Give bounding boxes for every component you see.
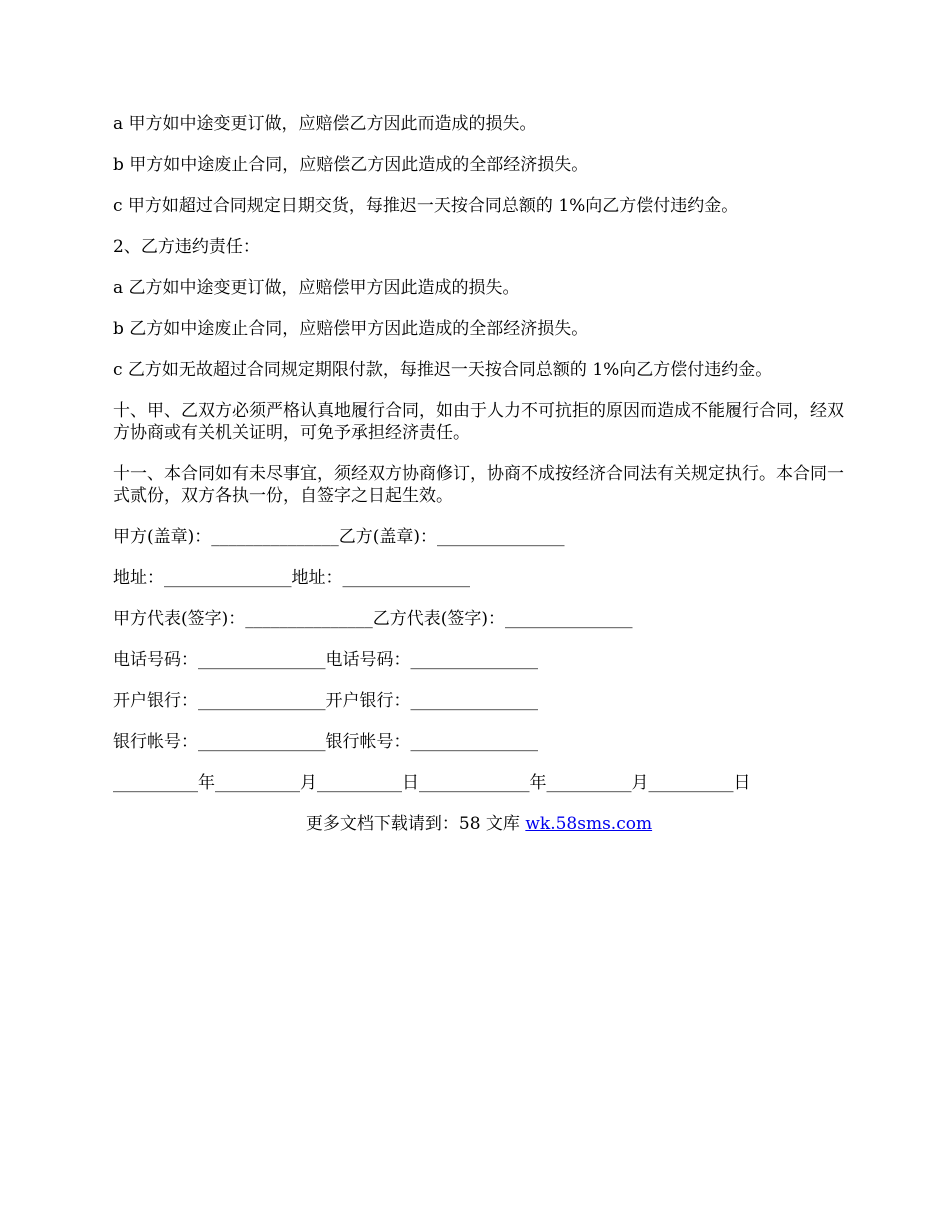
footer-link[interactable]: wk.58sms.com <box>525 814 653 834</box>
clause-c-party-a: c 甲方如超过合同规定日期交货，每推迟一天按合同总额的 1%向乙方偿付违约金。 <box>113 196 739 216</box>
section-11-paragraph: 十一、本合同如有未尽事宜，须经双方协商修订，协商不成按经济合同法有关规定执行。本合同一式贰份，双方各执一份，自签字之日起生效。 <box>113 464 844 506</box>
bank-line: 开户银行：_______________开户银行：_______________ <box>113 691 538 711</box>
clause-b-party-b: b 乙方如中途废止合同，应赔偿甲方因此造成的全部经济损失。 <box>113 319 589 339</box>
footer <box>113 813 845 835</box>
document-page <box>113 113 845 835</box>
date-line: __________年__________月__________日_____________年__________月__________日 <box>113 773 751 793</box>
section-2-heading: 2、乙方违约责任： <box>113 237 260 257</box>
section-10-paragraph: 十、甲、乙双方必须严格认真地履行合同，如由于人力不可抗拒的原因而造成不能履行合同，经双方协商或有关机关证明，可免予承担经济责任。 <box>113 401 844 443</box>
phone-line: 电话号码：_______________电话号码：_______________ <box>113 650 538 670</box>
clause-a-party-a: a 甲方如中途变更订做，应赔偿乙方因此而造成的损失。 <box>113 114 537 134</box>
account-line: 银行帐号：_______________银行帐号：_______________ <box>113 732 538 752</box>
address-line: 地址：_______________地址：_______________ <box>113 568 470 588</box>
footer-text: 更多文档下载请到：58 文库 <box>305 814 526 834</box>
clause-c-party-b: c 乙方如无故超过合同规定期限付款，每推迟一天按合同总额的 1%向乙方偿付违约金。 <box>113 360 773 380</box>
representative-line: 甲方代表(签字)：_______________乙方代表(签字)：_______________ <box>113 609 633 629</box>
seal-line: 甲方(盖章)：_______________乙方(盖章)：_______________ <box>113 527 565 547</box>
clause-a-party-b: a 乙方如中途变更订做，应赔偿甲方因此造成的损失。 <box>113 278 520 298</box>
clause-b-party-a: b 甲方如中途废止合同，应赔偿乙方因此造成的全部经济损失。 <box>113 155 589 175</box>
